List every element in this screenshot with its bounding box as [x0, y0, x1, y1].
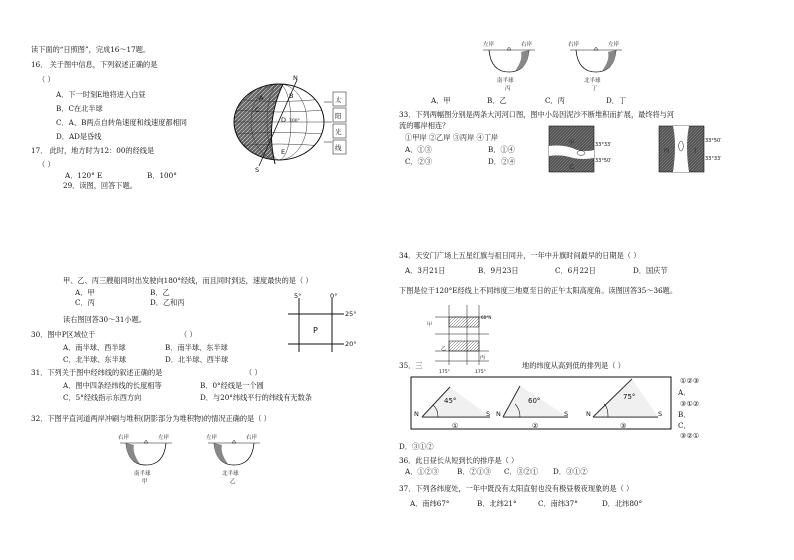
q33-option-c: C．②③: [405, 157, 433, 166]
river-diagram-yi: [200, 433, 270, 483]
river-diagram-bing: [475, 40, 545, 92]
q16-option-d: D．AD是昏线: [56, 132, 102, 141]
q31-stem: 31．下列关于图中经纬线的叙述正确的是: [31, 368, 163, 377]
q16-option-a: A．下一时刻E地将进入白昼: [56, 90, 146, 99]
q37-option-c: C．南纬37°: [538, 499, 578, 508]
q32-stem: 32．下图平直河道两岸冲刷与堆积(阴影部分为堆积物)的情况正确的是（ ）: [31, 414, 271, 423]
q35-stem-a: 35．三: [399, 361, 423, 370]
sun-angle-3-s: S: [658, 410, 663, 418]
sun-angle-2-value: 60°: [528, 397, 541, 405]
sun-angle-2-num: ②: [532, 422, 539, 430]
date-line-yi: 乙: [441, 346, 447, 352]
sunlight-globe-diagram: [225, 74, 360, 174]
estuary1-lat1: 33°33′: [595, 142, 612, 148]
grid-lon-0: 0°: [330, 292, 338, 300]
globe-label-s: S: [255, 166, 260, 174]
estuary1-lat2: 33°50′: [595, 158, 612, 164]
river-ding-left-bank: 右岸: [568, 42, 580, 48]
date-line-60n: 60°N: [481, 315, 492, 320]
globe-label-b: B: [289, 92, 294, 100]
globe-side-2: 阳: [335, 112, 342, 120]
q36-option-d: D．③①②: [553, 467, 588, 476]
q36-option-a: A．①②③: [405, 467, 439, 476]
grid-lat-20: 20°: [345, 340, 357, 348]
estuary2-ding: 丁: [693, 148, 699, 154]
q32-option-c: C．丙: [545, 96, 565, 105]
river-bing-hemi: 南半球: [497, 78, 514, 84]
q34-option-c: C．6月22日: [555, 266, 596, 275]
q37-option-d: D．北纬80°: [602, 499, 643, 508]
date-line-lon2: 175°: [475, 370, 486, 375]
q35-option-d: D．③①②: [399, 442, 434, 451]
q30-paren: （ ）: [180, 330, 197, 339]
q17-paren: （ ）: [38, 160, 55, 169]
sun-angle-3-value: 75°: [623, 393, 636, 401]
river-ding-name: 丁: [592, 86, 598, 92]
sun-angle-1-n: N: [414, 410, 419, 418]
q33-items: ①甲岸 ②乙岸 ③丙岸 ④丁岸: [405, 133, 499, 142]
q35-opt-b-value: ③①②: [680, 399, 700, 408]
q35-opt-b-label: B．: [678, 410, 691, 419]
q32-option-a: A．甲: [431, 96, 451, 105]
q32-option-b: B．乙: [487, 96, 507, 105]
sun-angle-3-num: ③: [620, 422, 627, 430]
river-yi-left-bank: 左岸: [206, 435, 218, 441]
date-line-bing: 丙: [480, 355, 486, 361]
river-ding-hemi: 北半球: [584, 78, 601, 84]
estuary-map-1: [547, 124, 622, 176]
sun-angle-3-n: N: [586, 410, 591, 418]
q33-stem-2: 流的哪岸相连？: [399, 121, 450, 130]
q33-stem-1: 33．下列两幅图分别是两条大河河口图，图中小岛因泥沙不断堆积而扩展，最终将与河: [399, 110, 675, 119]
q17-stem: 17． 此时，地方时为12：00的经线是: [31, 146, 155, 155]
river-jia-name: 甲: [142, 479, 148, 485]
q29-option-c: C．丙: [75, 298, 95, 307]
date-line-jia: 甲: [427, 322, 433, 328]
river-bing-left-bank: 左岸: [483, 42, 495, 48]
q31-paren: （ ）: [245, 368, 262, 377]
sun-angle-2-n: N: [496, 410, 501, 418]
q30-option-c: C．北半球、东半球: [63, 355, 127, 364]
globe-label-e: E: [281, 148, 286, 156]
q17-option-a: A．120° E: [65, 171, 103, 180]
q29-text: 甲、乙、丙三艘船同时出发驶向180°经线，而且同时到达，速度最快的是（ ）: [63, 276, 313, 285]
q37-stem: 37．下列各纬度处，一年中既没有太阳直射也没有极昼极夜现象的是（ ）: [399, 484, 634, 493]
river-ding-right-bank: 左岸: [608, 42, 620, 48]
river-bing-right-bank: 右岸: [521, 42, 533, 48]
q36-option-c: C．③②①: [504, 467, 539, 476]
globe-label-a: A: [259, 94, 264, 102]
river-bing-name: 丙: [505, 86, 511, 92]
q34-option-d: D．国庆节: [633, 266, 668, 275]
q31-option-a: A．图中四条经纬线的长度相等: [63, 381, 162, 390]
q31-option-b: B．0°经线是一个圆: [200, 381, 264, 390]
globe-label-d: D: [281, 116, 287, 124]
q37-option-a: A．南纬67°: [410, 499, 450, 508]
q17-option-b: B．100°: [147, 171, 177, 180]
q35-opt-c-value: ③②①: [680, 431, 700, 440]
q29-option-d: D．乙和丙: [150, 298, 185, 307]
river-jia-hemi: 南半球: [134, 471, 151, 477]
q34-option-a: A．3月21日: [405, 266, 446, 275]
date-line-lon1: 175°: [439, 370, 450, 375]
q16-option-b: B．C在北半球: [56, 104, 103, 113]
q36-option-b: B．②①③: [457, 467, 492, 476]
q35-opt-a-label: A．: [678, 388, 691, 397]
q34-stem: 34．天安门广场上五星红旗与祖日同升，一年中升旗时间最早的日期是（ ）: [399, 251, 641, 260]
q35-stem-b: 地的纬度从高到低的排列是（ ）: [522, 361, 625, 370]
globe-side-3: 光: [335, 128, 342, 136]
q31-option-d: D．与20°纬线平行的纬线有无数条: [200, 393, 312, 402]
estuary2-bing: 丙: [664, 148, 670, 154]
globe-label-n: N: [293, 74, 298, 82]
q30-31-intro: 读右图回答30～31小题。: [63, 315, 146, 324]
river-diagram-ding: [562, 40, 632, 92]
q16-stem: 16． 关于图中信息，下列叙述正确的是: [31, 60, 158, 69]
q30-option-b: B．南半球、东半球: [165, 343, 228, 352]
grid-p-diagram: [282, 292, 362, 352]
grid-lon-5: 5°: [294, 292, 302, 300]
q36-stem: 36．此日昼长从短到长的排序是（ ）: [399, 456, 519, 465]
q32-option-d: D．丁: [606, 96, 627, 105]
q30-option-d: D．北半球、西半球: [165, 355, 229, 364]
q35-intro: 下图是位于120°E经线上不同纬度三地夏至日的正午太阳高度角。读图回答35～36题。: [399, 286, 678, 295]
estuary2-lat1: 33°50′: [705, 138, 722, 144]
river-jia-right-bank: 左岸: [158, 435, 170, 441]
q30-option-a: A．南半球、西半球: [63, 343, 126, 352]
q16-option-c: C．A、B两点自转角速度和线速度都相同: [56, 118, 187, 127]
q30-stem: 30．图中P区域位于: [31, 330, 96, 339]
q29-option-a: A．甲: [75, 288, 95, 297]
sun-angle-2-s: S: [564, 410, 569, 418]
river-yi-right-bank: 右岸: [246, 435, 258, 441]
globe-label-c: C: [255, 106, 260, 114]
q34-option-b: B．9月23日: [478, 266, 519, 275]
river-diagram-jia: [112, 433, 182, 483]
sun-angle-1-s: S: [486, 410, 491, 418]
q29-option-b: B．乙: [150, 288, 170, 297]
grid-lat-25: 25°: [345, 310, 357, 318]
estuary2-lat2: 33°33′: [705, 156, 722, 162]
estuary1-yi: 乙: [569, 164, 575, 170]
q33-option-a: A．①③: [405, 145, 432, 154]
globe-side-4: 线: [335, 144, 342, 152]
estuary-map-2: [657, 124, 732, 176]
q29-stem: 29．读图，回答下题。: [63, 181, 137, 190]
river-yi-name: 乙: [230, 479, 236, 485]
grid-p-label: P: [313, 326, 318, 335]
q35-opt-a-value: ①②③: [680, 376, 700, 385]
river-jia-left-bank: 右岸: [118, 435, 130, 441]
estuary1-jia: 甲: [569, 140, 575, 146]
river-yi-hemi: 北半球: [222, 471, 239, 477]
sun-angle-1-num: ①: [452, 422, 459, 430]
sun-angle-panel: [410, 374, 675, 432]
q33-option-b: B．①④: [488, 145, 515, 154]
globe-side-1: 太: [335, 96, 342, 104]
q35-opt-c-label: C．: [678, 421, 691, 430]
date-line-diagram: [425, 297, 505, 375]
globe-label-deg: 100°: [289, 119, 300, 124]
intro-text: 读下面的“日照图”，完成16～17题。: [31, 45, 151, 54]
q31-option-c: C．5°经线指示东西方向: [63, 393, 142, 402]
q33-option-d: D．②④: [488, 157, 516, 166]
q37-option-b: B．北纬21°: [477, 499, 517, 508]
sun-angle-1-value: 45°: [444, 397, 457, 405]
q16-paren: （ ）: [38, 75, 55, 84]
